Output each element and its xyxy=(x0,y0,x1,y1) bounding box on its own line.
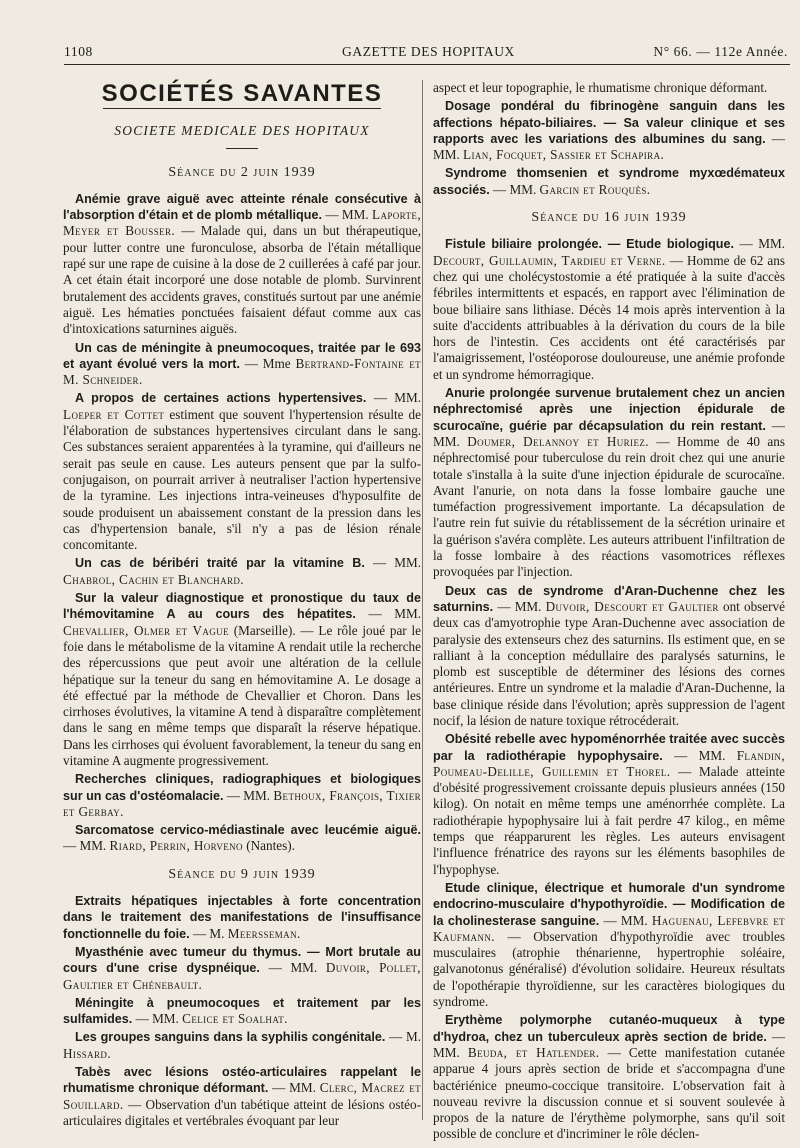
article-authors: Bethoux, François, Tixier et Gerbay. xyxy=(63,787,421,819)
article-entry xyxy=(433,731,785,878)
authors-prefix: — MM. xyxy=(366,390,421,406)
article-entry xyxy=(433,236,785,383)
left-items-2 xyxy=(63,893,421,1129)
article-body: — Malade atteinte d'obésité progressivement croissante depuis plusieurs années (150 kilog). On notait en même temps une aménorrhée complète. La radiothérapie hypophysaire lui à fait perdre 47 kilog., en même temps que réapparurent les règles. Les auteurs envisagent l'influence frénatrice des rayons sur les éléments basophiles de l'hypophyse. xyxy=(433,763,785,877)
article-title: Recherches cliniques, radiographiques et biologiques sur un cas d'ostéomalacie. xyxy=(63,772,421,803)
seance-heading: Séance du 2 juin 1939 xyxy=(168,164,316,180)
left-column xyxy=(63,80,421,1131)
article-authors: Decourt, Guillaumin, Tardieu et Verne. xyxy=(433,252,666,268)
right-items-2 xyxy=(433,236,785,1142)
article-authors: Clerc, Macrez et Souillard. xyxy=(63,1080,422,1112)
authors-prefix: — MM. xyxy=(63,838,110,854)
article-entry xyxy=(63,590,421,769)
article-authors: Riard, Perrin, Horveno xyxy=(109,838,243,854)
article-entry xyxy=(63,822,421,855)
authors-prefix: — MM. xyxy=(268,1080,320,1096)
authors-prefix: — MM. xyxy=(662,747,737,763)
article-entry xyxy=(63,191,421,338)
article-title: Sur la valeur diagnostique et pronostique du taux de l'hémovitamine A au cours des hépatites. xyxy=(63,591,421,622)
authors-prefix: — MM. xyxy=(433,1028,786,1060)
article-entry xyxy=(63,390,421,553)
article-title: Dosage pondéral du fibrinogène sanguin dans les affections hépato-biliaires. — Sa valeur clinique et ses rapports avec les variations des albumines du sang. xyxy=(433,99,785,146)
article-title: Etude clinique, électrique et humorale d'un syndrome endocrino-musculaire d'hypothyroïdie. — Modification de la cholinesterase sanguine. xyxy=(433,880,785,928)
authors-prefix: — M. xyxy=(189,925,228,941)
article-authors: Chabrol, Cachin et Blanchard. xyxy=(63,571,244,587)
article-entry xyxy=(433,165,785,198)
article-title: Les groupes sanguins dans la syphilis congénitale. xyxy=(75,1030,386,1045)
article-authors: Duvoir, Pollet, Gaultier et Chénebault. xyxy=(63,960,421,992)
short-rule xyxy=(226,148,258,149)
column-separator xyxy=(422,80,423,1120)
article-authors: Haguenau, Lefebvre et Kaufmann. xyxy=(433,912,786,944)
authors-prefix: — MM. xyxy=(355,606,422,622)
page-number: 1108 xyxy=(64,44,93,59)
article-title: Un cas de méningite à pneumocoques, traitée par le 693 et ayant évolué vers la mort. xyxy=(63,340,421,371)
article-title: Méningite à pneumocoques et traitement par les sulfamides. xyxy=(63,995,421,1027)
article-authors: Duvoir, Descourt et Gaultier xyxy=(545,598,719,614)
article-authors: Beuda, et Hatlender. xyxy=(467,1044,600,1060)
seance-heading: Séance du 9 juin 1939 xyxy=(168,866,316,882)
authors-prefix: — MM. xyxy=(433,130,786,163)
article-authors: Bertrand-Fontaine et M. Schneider. xyxy=(63,355,421,388)
article-body: (Marseille). — Le rôle joué par le foie dans le métabolisme de la vitamine A rendait utile la recherche des répercussions que peut avoir une altération de la cellule hépatique sur la teneur du sang en hémovitamine A. Le dosage a été effectué par la méthode de Chevallier et Choron. Dans les cirrhoses évolutives, la vitamine A tend à disparaître complètement dans le sang en même temps que disparaît la réserve hépatique. Dans les cirrhoses qui évoluent favorablement, la teneur du sang en vitamine A augmente progressivement. xyxy=(63,622,422,768)
article-entry xyxy=(63,555,421,588)
article-body: — Homme de 62 ans chez qui une cholécystostomie a été pratiquée à la suite d'accès fébriles intermittents et espacés, en rapport avec l'élimination de boue biliaire sans lithiase. Décès 14 mois après intervention à la suite d'accidents attribuables à la dérivation du cours de la bile hors de l'intestin. Ces accidents ont été caractérisés par l'amaigrissement, l'ostéoporose douloureuse, une anémie profonde et un syndrome hémorragique. xyxy=(433,252,785,382)
authors-prefix: — MM. xyxy=(733,236,785,252)
article-title: Erythème polymorphe cutanéo-muqueux à type d'hydroa, chez un tuberculeux après section de bride. xyxy=(433,1013,785,1044)
rubric-rule xyxy=(103,108,381,109)
article-authors: Doumer, Delannoy et Huriez. xyxy=(467,433,649,449)
right-items-1 xyxy=(433,98,785,198)
page-header xyxy=(64,40,788,64)
article-body: estiment que souvent l'hypertension résulte de l'élaboration de substances hypertensives circulant dans le sang. Ces substances seraient apparentées à la tyramine, qui d'ailleurs ne serait pas seule en cause. Les auteurs pensent que par la sulfo-conjugaison, on pourrait arriver à neutraliser l'action hypertensive de la tyramine. Les injections intra-veineuses d'hyposulfite de soude produisent un abaissement constant de la pression dans les cas d'hypertension banale, s'il n'y a pas de lésion rénale concomitante. xyxy=(63,406,421,553)
article-entry xyxy=(433,1012,785,1142)
authors-prefix: — Mme xyxy=(239,355,296,371)
rubric-title: SOCIÉTÉS SAVANTES xyxy=(101,80,383,107)
issue-info: N° 66. — 112e Année. xyxy=(653,44,788,59)
article-authors: Loeper et Cottet xyxy=(63,406,165,422)
article-entry xyxy=(433,385,785,581)
article-authors: Laporte, Meyer et Bousser. xyxy=(63,207,422,239)
journal-title: GAZETTE DES HOPITAUX xyxy=(342,44,515,59)
article-title: Fistule biliaire prolongée. — Etude biologique. xyxy=(445,237,734,252)
article-body: (Nantes). xyxy=(242,838,295,854)
article-body: — Observation d'un tabétique atteint de lésions ostéo-articulaires digitales et vertébrales évoquant par leur xyxy=(63,1096,421,1128)
continued-text: aspect et leur topographie, le rhumatisme chronique déformant. xyxy=(433,80,768,95)
article-title: Myasthénie avec tumeur du thymus. — Mort brutale au cours d'une crise dyspnéique. xyxy=(63,944,421,976)
article-title: A propos de certaines actions hypertensives. xyxy=(75,391,367,406)
right-column xyxy=(433,80,785,1145)
article-authors: Hissard. xyxy=(63,1045,112,1061)
article-entry xyxy=(63,944,421,993)
article-entry xyxy=(63,1064,421,1129)
article-entry xyxy=(63,340,421,389)
authors-prefix: — MM. xyxy=(132,1011,183,1027)
authors-prefix: — MM. xyxy=(259,960,326,976)
authors-prefix: — M. xyxy=(385,1029,421,1045)
article-authors: Meersseman. xyxy=(227,925,301,941)
article-body: — Malade qui, dans un but thérapeutique, pour lutter contre une furonculose, absorba de l'étain métallique rapé sur une rape de cuisine à la dose de 2 cuillerées à café par jour. A cet étain était incorporé une dose notable de plomb. Survinrent brutalement des accidents graves, constitués surtout par une anémie aiguë. Les hématies ponctuées faisaient défaut comme aux cas d'intoxications saturnines aiguës. xyxy=(63,223,422,337)
article-title: Un cas de béribéri traité par la vitamine B. xyxy=(75,556,365,571)
article-title: Syndrome thomsenien et syndrome myxœdémateux associés. xyxy=(433,166,785,197)
authors-prefix: — MM. xyxy=(489,181,540,197)
article-title: Extraits hépatiques injectables à forte concentration dans le traitement des manifestations de l'insuffisance fonctionnelle du foie. xyxy=(63,894,421,941)
header-rule xyxy=(64,64,790,65)
society-title: SOCIETE MEDICALE DES HOPITAUX xyxy=(114,123,370,139)
article-title: Anémie grave aiguë avec atteinte rénale consécutive à l'absorption d'étain et de plomb métallique. xyxy=(63,191,421,223)
article-title: Tabès avec lésions ostéo-articulaires rappelant le rhumatisme chronique déformant. xyxy=(63,1065,421,1096)
article-title: Anurie prolongée survenue brutalement chez un ancien néphrectomisé après une injection épidurale de scurocaïne, guérie par décapsulation du rein restant. xyxy=(433,386,785,433)
article-authors: Lian, Focquet, Sassier et Schapira. xyxy=(463,147,665,163)
authors-prefix: — MM. xyxy=(433,417,785,449)
article-entry xyxy=(433,98,785,163)
article-authors: Chevallier, Olmer et Vague xyxy=(63,622,229,638)
authors-prefix: — MM. xyxy=(599,912,652,928)
article-title: Sarcomatose cervico-médiastinale avec leucémie aiguë. xyxy=(75,823,421,838)
article-body: — Homme de 40 ans néphrectomisé pour tuberculose du rein droit chez qui une anurie totale s'installa à la suite d'une injection épidurale de scurocaïne. Avant l'anurie, on nota dans la fosse lombaire gauche une tuméfaction progressivement importante. La décapsulation de l'autre rein fut suivie du rétablissement de la sécrétion urinaire et la guérison s'avéra complète. Les auteurs attribuent l'infiltration de la fosse lombaire à des réactions vasomotrices réflexes provoquées par l'injection. xyxy=(433,433,786,580)
article-title: Deux cas de syndrome d'Aran-Duchenne chez les saturnins. xyxy=(433,583,785,614)
authors-prefix: — MM. xyxy=(321,207,372,223)
article-entry xyxy=(433,583,785,730)
article-authors: Celice et Soalhat. xyxy=(182,1011,288,1027)
article-body: — Observation d'hypothyroïdie avec troubles musculaires (atrophie thénarienne, hypertrophie soléaire, galvanotonus généralisé) d'évolution solidaire. Heureux résultats de l'opothérapie thyroïdienne, sur les caractères biologiques du syndrome. xyxy=(433,928,785,1010)
article-body: — Cette manifestation cutanée apparue 4 jours après section de bride et s'accompagna d'une bactériénice pneumo-coccique transitoire. L'observation fait à nouveau revivre la discussion connue et si souvent soulevée à propos de la nature de l'érythème polymorphe, sans qu'il soit possible de conclure et d'incriminer le rôle déclen- xyxy=(433,1044,786,1142)
authors-prefix: — MM. xyxy=(223,787,274,803)
article-authors: Garcin et Rouquès. xyxy=(539,181,651,197)
authors-prefix: — MM. xyxy=(364,555,421,571)
article-entry xyxy=(433,880,785,1010)
left-items-1 xyxy=(63,191,421,855)
article-entry xyxy=(63,1029,421,1062)
authors-prefix: — MM. xyxy=(493,598,546,614)
article-authors: Flandin, Poumeau-Delille, Guillemin et Thorel. xyxy=(433,747,786,779)
article-body: ont observé deux cas d'amyotrophie type Aran-Duchenne avec association de paralysie des extenseurs chez des saturnins. Ils estiment que, en se ralliant à la conception médullaire des paralysés saturnins, le plomb est susceptible de déterminer des lésions des cornes antérieures. Entre un syndrome et la maladie d'Aran-Duchenne, la base clinique réside dans l'évolution; après suppression de l'agent nocif, la lésion de nature toxique rétrocéderait. xyxy=(433,598,785,728)
article-entry xyxy=(63,771,421,820)
article-title: Obésité rebelle avec hypoménorrhée traitée avec succès par la radiothérapie hypophysaire. xyxy=(433,732,785,763)
article-entry xyxy=(63,893,421,942)
article-entry xyxy=(63,995,421,1028)
seance-heading: Séance du 16 juin 1939 xyxy=(531,210,687,226)
